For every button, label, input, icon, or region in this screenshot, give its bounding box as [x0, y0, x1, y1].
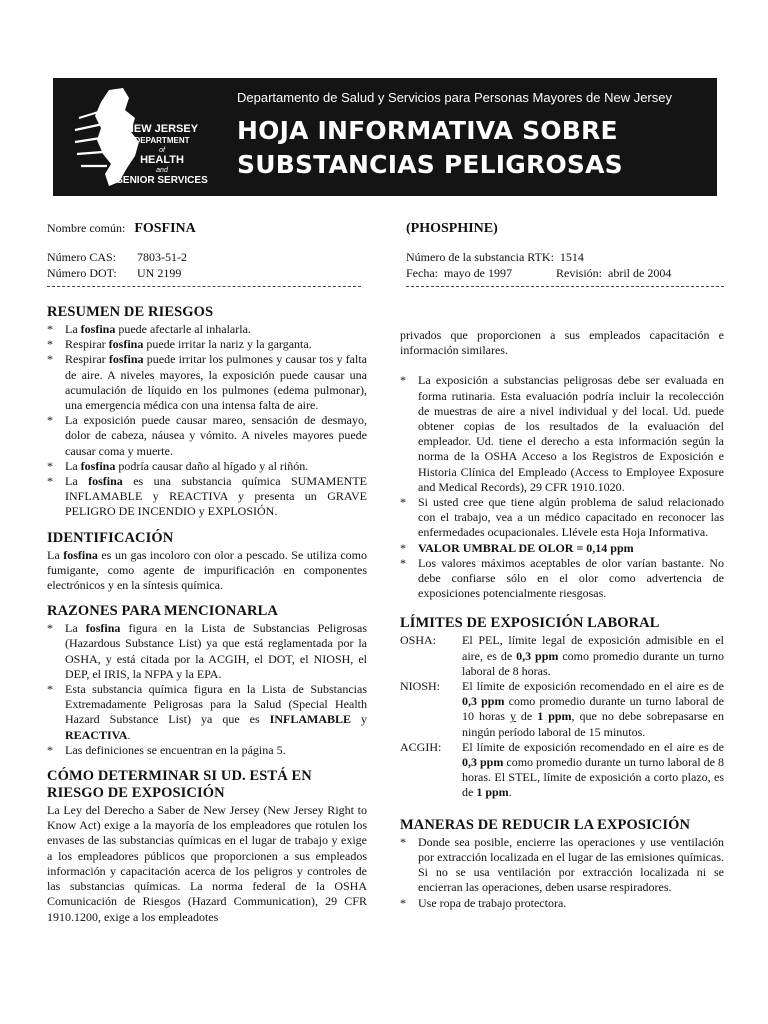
- resumen-list: [47, 322, 367, 520]
- date-value: mayo de 1997: [444, 266, 512, 280]
- common-name-row: [47, 220, 196, 237]
- maneras-list: [400, 835, 724, 911]
- section-title-maneras: MANERAS DE REDUCIR LA EXPOSICIÓN: [400, 816, 691, 833]
- limit-label: OSHA:: [400, 633, 437, 648]
- date-label: Fecha:: [406, 266, 438, 280]
- divider-right: [406, 286, 724, 287]
- logo-line-new-jersey: NEW JERSEY: [125, 123, 199, 135]
- logo-line-department: DEPARTMENT: [134, 136, 190, 145]
- revision-label: Revisión:: [556, 266, 603, 280]
- rtk-row: [406, 249, 584, 265]
- nj-health-logo: [65, 84, 245, 190]
- bullet: *: [400, 495, 406, 510]
- dot-label: Número DOT:: [47, 266, 117, 280]
- section-maneras: [400, 817, 724, 911]
- department-name: Departamento de Salud y Servicios para Personas Mayores de New Jersey: [237, 90, 672, 105]
- cas-label: Número CAS:: [47, 250, 116, 264]
- rtk-value: 1514: [559, 250, 584, 264]
- identificacion-text: La fosfina es un gas incoloro con olor a pescado. Se utiliza como fumigante, como agente de impurificación en componentes electrónicos y en la síntesis química.: [47, 547, 368, 593]
- header-banner: [53, 78, 717, 196]
- english-name: (PHOSPHINE): [406, 221, 498, 236]
- bullet: *: [47, 474, 53, 489]
- bullet: *: [47, 352, 53, 367]
- bullet: *: [47, 682, 53, 697]
- common-name-label: Nombre común:: [47, 221, 126, 235]
- dot-value: UN 2199: [137, 266, 182, 280]
- list-item: [400, 541, 724, 556]
- list-item: * Los valores máximos aceptables de olor varían bastante. No debe confiarse sólo en el olor como advertencia de exposiciones potencialmente riesgosas.: [400, 555, 724, 601]
- bullet: *: [400, 555, 406, 570]
- logo-line-health: HEALTH: [140, 154, 184, 166]
- bullet: *: [47, 742, 53, 757]
- list-item: * Si usted cree que tiene algún problema de salud relacionado con el trabajo, vea a un médico capacitado en reconocer las enfermedades ocupacionales. Llévele esta Hoja Informativa.: [400, 495, 724, 540]
- logo-line-and: and: [156, 167, 168, 174]
- list-item: * La fosfina figura en la Lista de Substancias Peligrosas (Hazardous Substance List) ya que está reglamentada por la OSHA, y está citada por la ACGIH, el DOT, el NIOSH, el DEP, el IRIS, la NFPA y la EPA.: [47, 621, 367, 681]
- section-title-identificacion: IDENTIFICACIÓN: [47, 529, 174, 546]
- english-name-row: [406, 220, 498, 237]
- riesgo-list: [400, 373, 724, 601]
- common-name-value: FOSFINA: [134, 221, 196, 236]
- bullet: *: [400, 834, 406, 849]
- bullet: *: [47, 322, 53, 336]
- cas-value: 7803-51-2: [137, 250, 187, 264]
- list-item: * La exposición a substancias peligrosas debe ser evaluada en forma rutinaria. Esta evaluación podría incluir la recolección de muestras de aire a nivel individual y del local. Ud. puede obtener copias de los resultados de la evaluación del empleador. Ud. tiene el derecho a esta información según la norma de la OSHA Acceso a los Registros de Exposición e Historia Clínica del Empleado (Access to Employee Exposure and Medical Records), 29 CFR 1910.1020.: [400, 373, 724, 494]
- odor-threshold: VALOR UMBRAL DE OLOR = 0,14 ppm: [418, 540, 634, 555]
- section-razones: [47, 603, 367, 758]
- section-title-riesgo: CÓMO DETERMINAR SI UD. ESTÁ EN RIESGO DE EXPOSICIÓN: [47, 768, 312, 802]
- bullet: *: [400, 540, 406, 555]
- bullet: *: [47, 413, 53, 428]
- list-item: * La fosfina puede afectarle al inhalarla.: [47, 322, 251, 336]
- section-title-limites: LÍMITES DE EXPOSICIÓN LABORAL: [400, 615, 660, 632]
- rtk-label: Número de la substancia RTK:: [406, 250, 554, 264]
- divider-left: [47, 286, 361, 287]
- limit-acgih: ACGIH: El límite de exposición recomendado en el aire es de 0,3 ppm como promedio durante un turno laboral de 8 horas. El STEL, límite de exposición a corto plazo, es de 1 ppm.: [400, 739, 725, 800]
- date-row: [406, 265, 671, 281]
- section-identificacion: [47, 530, 367, 594]
- list-item: * Las definiciones se encuentran en la página 5.: [47, 742, 286, 757]
- list-item: * Use ropa de trabajo protectora.: [400, 895, 567, 910]
- dot-row: [47, 265, 181, 281]
- bullet: *: [400, 373, 406, 388]
- logo-line-senior-services: SENIOR SERVICES: [116, 175, 208, 186]
- section-limites: [400, 615, 724, 800]
- riesgo-continued-text: privados que proporcionen a sus empleados capacitación e información similares.: [400, 328, 724, 358]
- razones-list: [47, 621, 367, 758]
- bullet: *: [47, 458, 53, 473]
- limit-label: NIOSH:: [400, 679, 441, 694]
- section-title-resumen: RESUMEN DE RIESGOS: [47, 304, 214, 320]
- list-item: * La fosfina podría causar daño al hígado y al riñón.: [47, 458, 309, 473]
- list-item: * Respirar fosfina puede irritar la nariz y la garganta.: [47, 337, 312, 352]
- revision-value: abril de 2004: [608, 266, 672, 280]
- list-item: * Respirar fosfina puede irritar los pulmones y causar tos y falta de aire. A niveles mayores, la exposición puede causar una acumulación de líquido en los pulmones (edema pulmonar), una emergencia médica con una intensa falta de aire.: [47, 352, 367, 413]
- title-line-1: HOJA INFORMATIVA SOBRE: [237, 116, 618, 145]
- section-title-razones: RAZONES PARA MENCIONARLA: [47, 603, 278, 620]
- bullet: *: [47, 621, 53, 636]
- cas-row: [47, 249, 187, 265]
- riesgo-text: La Ley del Derecho a Saber de New Jersey (New Jersey Right to Know Act) exige a la mayoría de los empleadores que rotulen los envases de las substancias químicas en el lugar de trabajo y exige a los empleadores públicos que proporcionen a sus empleados información y capacitación acerca de los peligros y controles de las substancias químicas. La norma federal de la OSHA Comunicación de Riesgos (Hazard Communication), 29 CFR 1910.1200, exige a los empleadotes: [47, 803, 367, 924]
- section-riesgo: [47, 768, 367, 925]
- list-item: * La exposición puede causar mareo, sensación de desmayo, dolor de cabeza, náusea y vómito. A niveles mayores puede causar coma y muerte.: [47, 413, 367, 458]
- bullet: *: [400, 895, 406, 910]
- logo-line-of: of: [159, 147, 165, 154]
- section-resumen: [47, 304, 367, 520]
- left-column: [47, 304, 367, 935]
- list-item: * La fosfina es una substancia química SUMAMENTE INFLAMABLE y REACTIVA y presenta un GRAVE PELIGRO DE INCENDIO y EXPLOSIÓN.: [47, 474, 367, 519]
- title-line-2: SUBSTANCIAS PELIGROSAS: [237, 150, 623, 179]
- limit-label: ACGIH:: [400, 739, 442, 754]
- list-item: * Esta substancia química figura en la Lista de Substancias Extremadamente Peligrosas para la Salud (Special Health Hazard Substance List) ya que es INFLAMABLE y REACTIVA.: [47, 682, 368, 742]
- list-item: * Donde sea posible, encierre las operaciones y use ventilación por extracción localizada en el lugar de las emisiones químicas. Si no se usa ventilación por extracción localizada ni se encierran las operaciones, deben usarse respiradores.: [400, 834, 724, 895]
- limit-niosh: NIOSH: El límite de exposición recomendado en el aire es de 0,3 ppm como promedio durante un turno laboral de 10 horas y de 1 ppm, que no debe sobrepasarse en ningún período laboral de 15 minutos.: [400, 679, 725, 739]
- right-column: [400, 328, 724, 921]
- limit-osha: OSHA: El PEL, límite legal de exposición admisible en el aire, es de 0,3 ppm como promedio durante un turno laboral de 8 horas.: [400, 633, 725, 678]
- bullet: *: [47, 337, 53, 352]
